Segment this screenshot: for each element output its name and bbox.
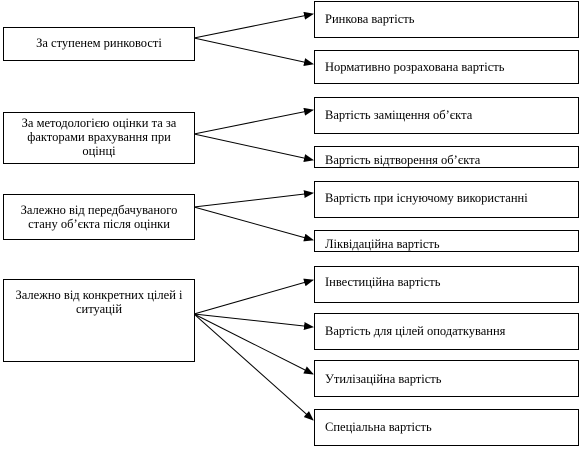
criterion-box-marketability — [3, 27, 195, 61]
value-type-existing-use — [314, 181, 579, 218]
arrow-state-to-liquidation-value — [194, 207, 313, 240]
arrow-purpose-to-tax-value — [194, 314, 313, 327]
value-type-label: Спеціальна вартість — [325, 420, 432, 434]
arrow-market-to-market-value — [194, 14, 313, 38]
arrow-market-to-normative-value — [194, 38, 313, 64]
value-type-investment — [314, 266, 579, 303]
arrow-purpose-to-investment-value — [194, 280, 313, 314]
value-type-market — [314, 1, 579, 38]
value-type-label: Вартість для цілей оподаткування — [325, 324, 506, 338]
arrow-state-to-existing-use-value — [194, 193, 313, 207]
arrow-method-to-replacement-value — [194, 110, 313, 134]
value-type-replacement — [314, 97, 579, 134]
value-type-label: Вартість заміщення об’єкта — [325, 108, 473, 122]
value-type-liquidation — [314, 230, 579, 252]
value-type-salvage — [314, 360, 579, 397]
value-type-label: Нормативно розрахована вартість — [325, 60, 505, 74]
value-type-normative — [314, 50, 579, 84]
arrow-purpose-to-salvage-value — [194, 314, 313, 374]
value-type-special — [314, 409, 579, 446]
value-type-reproduction — [314, 146, 579, 168]
value-type-label: Інвестиційна вартість — [325, 275, 441, 289]
criterion-box-purpose — [3, 279, 195, 362]
arrow-method-to-reproduction-value — [194, 134, 313, 160]
arrow-purpose-to-special-value — [194, 314, 313, 420]
value-type-label: Утилізаційна вартість — [325, 372, 442, 386]
criterion-box-methodology — [3, 112, 195, 164]
value-type-label: Вартість при існуючому використанні — [325, 191, 528, 205]
criterion-label: Залежно від конкретних цілей і ситуацій — [15, 288, 183, 316]
value-type-label: Вартість відтворення об’єкта — [325, 153, 481, 167]
value-type-taxation — [314, 313, 579, 350]
criterion-box-object-state — [3, 194, 195, 240]
value-type-label: Ринкова вартість — [325, 12, 415, 26]
criterion-label: За ступенем ринковості — [36, 36, 162, 50]
criterion-label: За методологією оцінки та за факторами врахування при оцінці — [21, 116, 177, 158]
criterion-label: Залежно від передбачуваного стану об’єкта після оцінки — [20, 203, 178, 231]
value-type-label: Ліквідаційна вартість — [325, 237, 440, 251]
